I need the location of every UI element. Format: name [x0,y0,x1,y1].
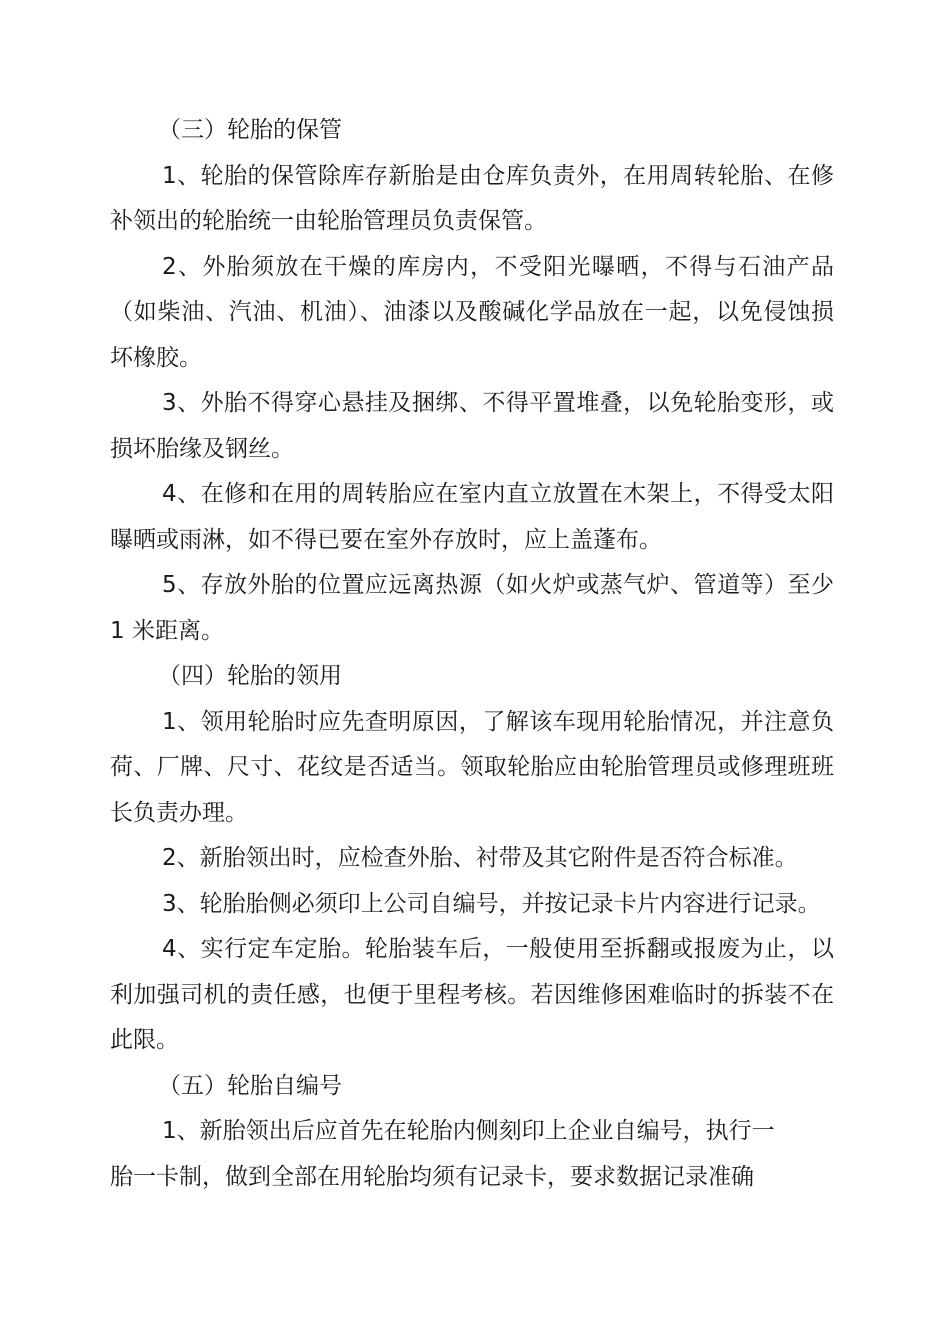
paragraph-3-5 [110,563,834,654]
paragraph-line: 胎一卡制，做到全部在用轮胎均须有记录卡，要求数据记录准确 [110,1163,754,1190]
section-heading-4: （四）轮胎的领用 [158,663,342,689]
paragraph-3-4 [110,472,834,563]
paragraph-line: 4、实行定车定胎。轮胎装车后，一般使用至拆翻或报废为止，以 [162,936,834,962]
paragraph-line: 1、新胎领出后应首先在轮胎内侧刻印上企业自编号，执行一 [162,1118,775,1144]
paragraph-4-2 [110,836,834,882]
paragraph-line: 补领出的轮胎统一由轮胎管理员负责保管。 [110,208,547,234]
section-heading-5: （五）轮胎自编号 [158,1072,342,1099]
paragraph-line: 5、存放外胎的位置应远离热源（如火炉或蒸气炉、管道等）至少 [162,572,834,598]
paragraph-3-3 [110,381,834,472]
paragraph-5-1 [110,1109,834,1200]
paragraph-line: 3、外胎不得穿心悬挂及捆绑、不得平置堆叠，以免轮胎变形，或 [162,390,834,416]
section-heading-3: （三）轮胎的保管 [158,117,342,143]
paragraph-line: 损坏胎缘及钢丝。 [110,435,294,462]
paragraph-4-4 [110,927,834,1064]
paragraph-line: 1 米距离。 [110,617,224,644]
paragraph-line: 曝晒或雨淋，如不得已要在室外存放时，应上盖蓬布。 [110,526,662,553]
paragraph-line: 利加强司机的责任感，也便于里程考核。若因维修困难临时的拆装不在 [110,981,834,1008]
paragraph-3-1 [110,154,834,245]
paragraph-line: 荷、厂牌、尺寸、花纹是否适当。领取轮胎应由轮胎管理员或修理班班 [110,754,834,780]
paragraph-3-2 [110,245,834,382]
paragraph-line: 长负责办理。 [110,799,248,826]
paragraph-line: 2、新胎领出时，应检查外胎、衬带及其它附件是否符合标准。 [162,845,798,871]
paragraph-4-1 [110,700,834,837]
paragraph-line: 1、轮胎的保管除库存新胎是由仓库负责外，在用周转轮胎、在修 [162,162,834,189]
paragraph-line: 3、轮胎胎侧必须印上公司自编号，并按记录卡片内容进行记录。 [162,890,821,917]
document-page [110,108,834,1200]
paragraph-line: 2、外胎须放在干燥的库房内，不受阳光曝晒，不得与石油产品 [162,253,834,280]
paragraph-line: 此限。 [110,1027,179,1053]
paragraph-4-3 [110,882,834,928]
paragraph-line: （如柴油、汽油、机油）、油漆以及酸碱化学品放在一起，以免侵蚀损 [110,299,834,325]
paragraph-line: 坏橡胶。 [110,344,202,371]
paragraph-line: 4、在修和在用的周转胎应在室内直立放置在木架上，不得受太阳 [162,481,834,507]
paragraph-line: 1、领用轮胎时应先查明原因，了解该车现用轮胎情况，并注意负 [162,708,834,735]
